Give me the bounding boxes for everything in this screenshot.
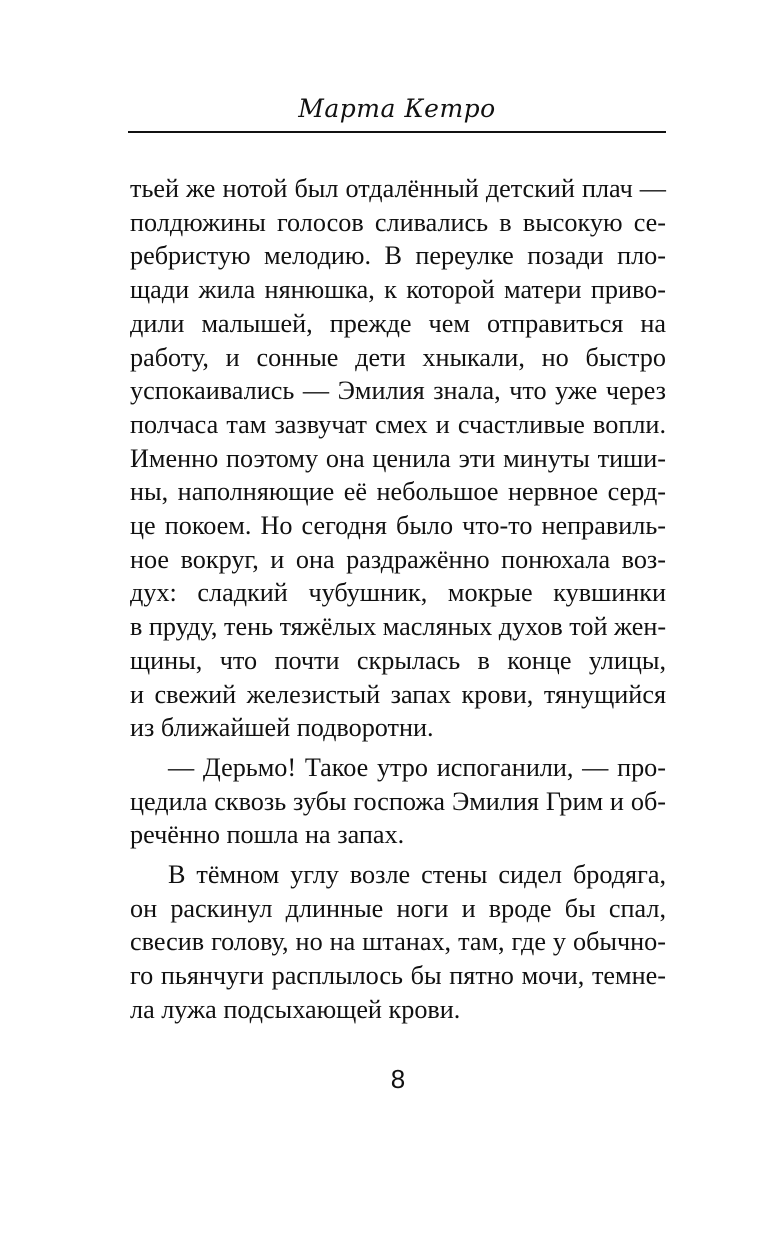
- text-line: он раскинул длинные ноги и вроде бы спал,: [130, 893, 666, 923]
- text-line: ла лужа подсыхающей крови.: [130, 994, 461, 1024]
- text-line: дили малышей, прежде чем отправиться на: [130, 308, 666, 338]
- text-line: работу, и сонные дети хныкали, но быстро: [130, 342, 666, 372]
- body-text: [130, 172, 666, 1027]
- text-line: щади жила нянюшка, к которой матери приво-: [130, 275, 666, 305]
- paragraph-1: [130, 172, 666, 745]
- text-line: дух: сладкий чубушник, мокрые кувшинки: [130, 578, 666, 608]
- text-line: полчаса там зазвучат смех и счастливые вопли.: [130, 409, 666, 439]
- text-line: це покоем. Но сегодня было что-то неправиль-: [130, 511, 666, 541]
- text-line: из ближайшей подворотни.: [130, 713, 434, 743]
- text-line: тьей же нотой был отдалённый детский плач —: [130, 174, 666, 203]
- text-line: успокаивались — Эмилия знала, что уже через: [130, 376, 666, 406]
- text-line: в пруду, тень тяжёлых масляных духов той жен-: [130, 612, 667, 642]
- page-number: 8: [390, 1064, 406, 1094]
- text-line: — Дерьмо! Такое утро испоганили, — про-: [168, 752, 666, 782]
- text-line: и свежий железистый запах крови, тянущийся: [130, 679, 666, 709]
- text-line: полдюжины голосов сливались в высокую се-: [130, 207, 666, 237]
- text-line: ное вокруг, и она раздражённо понюхала воз-: [130, 544, 666, 574]
- running-header-author: Марта Кетро: [298, 94, 496, 123]
- text-line: го пьянчуги расплылось бы пятно мочи, темне-: [130, 961, 666, 991]
- text-line: цедила сквозь зубы госпожа Эмилия Грим и об-: [130, 786, 666, 816]
- text-line: ны, наполняющие её небольшое нервное серд-: [130, 477, 666, 507]
- text-line: речённо пошла на запах.: [130, 820, 405, 850]
- text-line: ребристую мелодию. В переулке позади пло-: [130, 241, 666, 271]
- paragraph-2: [130, 751, 666, 852]
- text-line: В тёмном углу возле стены сидел бродяга,: [168, 860, 666, 890]
- text-line: свесив голову, но на штанах, там, где у обычно-: [130, 927, 666, 957]
- text-line: Именно поэтому она ценила эти минуты тиши-: [130, 443, 666, 473]
- text-line: щины, что почти скрылась в конце улицы,: [130, 645, 666, 675]
- paragraph-3: [130, 858, 666, 1027]
- header-rule: [128, 131, 666, 133]
